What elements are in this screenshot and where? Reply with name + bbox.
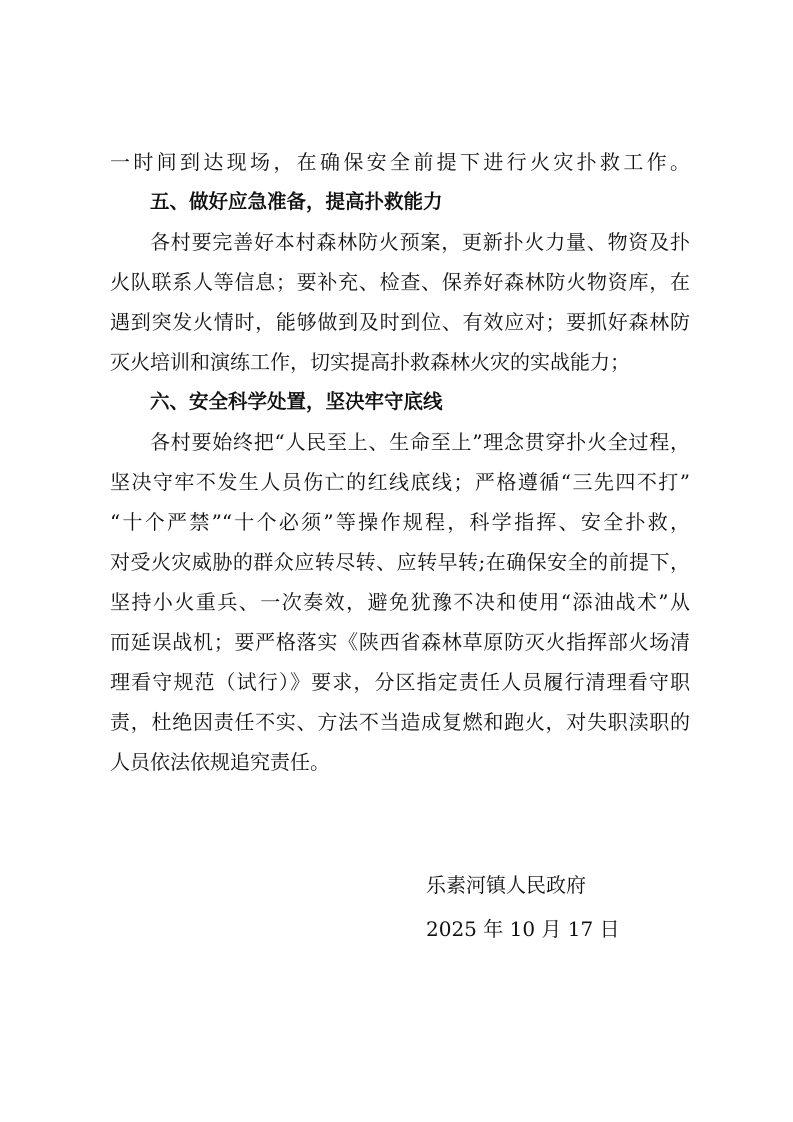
paragraph-line: 灭火培训和演练工作，切实提高扑救森林火灾的实战能力； <box>110 350 630 374</box>
paragraph-line: 人员依法依规追究责任。 <box>110 750 330 774</box>
paragraph-line: 坚持小火重兵、一次奏效，避免犹豫不决和使用“添油战术”从 <box>110 590 690 614</box>
paragraph-line: 对受火灾威胁的群众应转尽转、应转早转;在确保安全的前提下， <box>110 550 690 574</box>
signature-block <box>426 863 646 951</box>
section-heading-six: 六、安全科学处置，坚决牢守底线 <box>150 390 443 413</box>
paragraph-line: 火队联系人等信息；要补充、检查、保养好森林防火物资库，在 <box>110 270 690 294</box>
paragraph-line: 而延误战机；要严格落实《陕西省森林草原防灭火指挥部火场清 <box>110 630 690 654</box>
document-body <box>110 142 690 782</box>
paragraph-line: 责，杜绝因责任不实、方法不当造成复燃和跑火，对失职渎职的 <box>110 710 690 734</box>
section-heading-five: 五、做好应急准备，提高扑救能力 <box>150 190 443 213</box>
signature-date: 2025 年 10 月 17 日 <box>426 917 620 941</box>
paragraph-line: 各村要完善好本村森林防火预案，更新扑火力量、物资及扑 <box>150 230 690 254</box>
signature-org: 乐素河镇人民政府 <box>426 873 586 897</box>
paragraph-line: 理看守规范（试行）》要求，分区指定责任人员履行清理看守职 <box>110 670 690 694</box>
paragraph-line: 一时间到达现场，在确保安全前提下进行火灾扑救工作。 <box>110 150 690 174</box>
paragraph-line: 遇到突发火情时，能够做到及时到位、有效应对；要抓好森林防 <box>110 310 690 334</box>
paragraph-line: “十个严禁”“十个必须”等操作规程，科学指挥、安全扑救， <box>110 510 690 534</box>
paragraph-line: 坚决守牢不发生人员伤亡的红线底线；严格遵循“三先四不打” <box>110 470 690 494</box>
paragraph-line: 各村要始终把“人民至上、生命至上”理念贯穿扑火全过程， <box>150 430 690 454</box>
